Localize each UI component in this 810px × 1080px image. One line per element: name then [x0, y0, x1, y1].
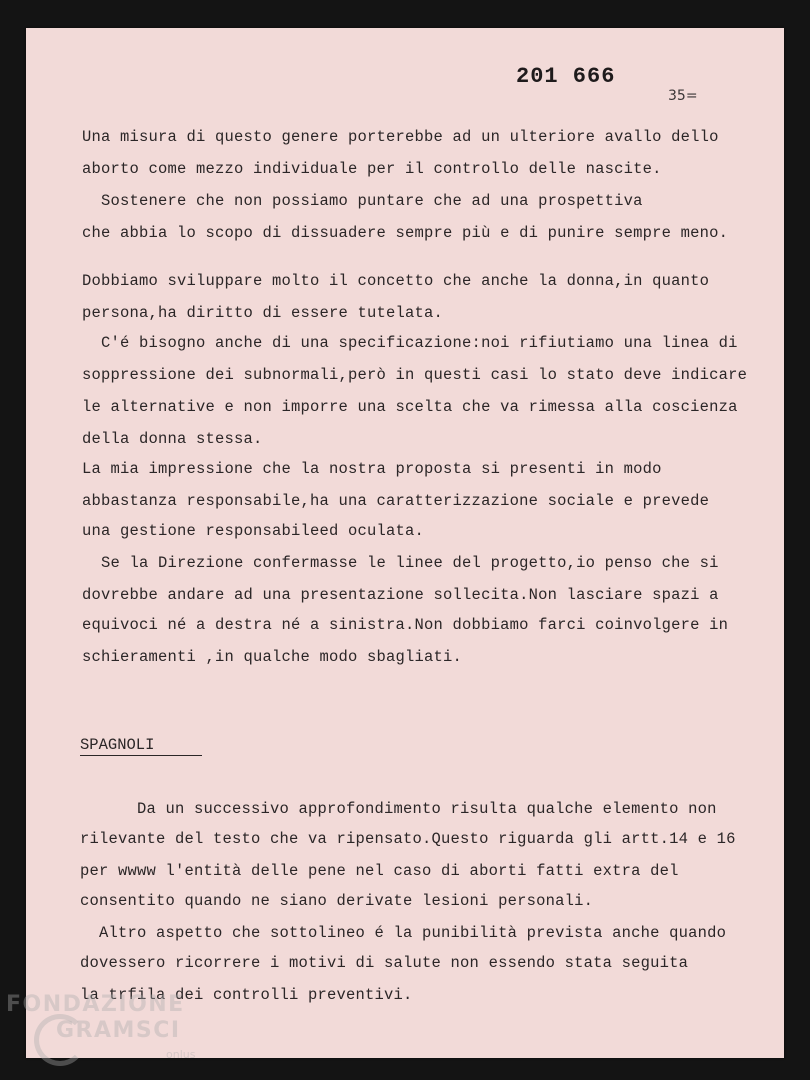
body-line: Se la Direzione confermasse le linee del progetto,io penso che si: [82, 554, 719, 572]
body-line: soppressione dei subnormali,però in questi casi lo stato deve indicare: [82, 366, 748, 384]
body-line: La mia impressione che la nostra proposta si presenti in modo: [82, 460, 662, 478]
section-line: la trfila dei controlli preventivi.: [80, 986, 413, 1004]
body-line: persona,ha diritto di essere tutelata.: [82, 304, 444, 322]
watermark-line2: GRAMSCI: [56, 1018, 181, 1043]
body-line: della donna stessa.: [82, 430, 263, 448]
watermark-line3: onlus: [166, 1048, 196, 1061]
section-line: dovessero ricorrere i motivi di salute non essendo stata seguita: [80, 954, 689, 972]
body-line: abbastanza responsabile,ha una caratterizzazione sociale e prevede: [82, 492, 710, 510]
document-page: [26, 28, 784, 1058]
document-number: 201 666: [516, 64, 616, 89]
section-heading: SPAGNOLI: [80, 736, 202, 756]
body-line: dovrebbe andare ad una presentazione sollecita.Non lasciare spazi a: [82, 586, 719, 604]
body-line: Sostenere che non possiamo puntare che ad una prospettiva: [82, 192, 643, 210]
section-line: consentito quando ne siano derivate lesioni personali.: [80, 892, 594, 910]
body-line: aborto come mezzo individuale per il controllo delle nascite.: [82, 160, 662, 178]
body-line: una gestione responsabileed oculata.: [82, 522, 425, 540]
body-line: Una misura di questo genere porterebbe ad un ulteriore avallo dello: [82, 128, 719, 146]
section-line: Da un successivo approfondimento risulta qualche elemento non: [80, 800, 717, 818]
body-line: che abbia lo scopo di dissuadere sempre più e di punire sempre meno.: [82, 224, 729, 242]
pencil-page-note: 35=: [668, 88, 698, 104]
body-line: equivoci né a destra né a sinistra.Non dobbiamo farci coinvolgere in: [82, 616, 729, 634]
section-line: rilevante del testo che va ripensato.Questo riguarda gli artt.14 e 16: [80, 830, 736, 848]
body-line: C'é bisogno anche di una specificazione:noi rifiutiamo una linea di: [82, 334, 738, 352]
body-line: le alternative e non imporre una scelta che va rimessa alla coscienza: [82, 398, 738, 416]
section-line: Altro aspetto che sottolineo é la punibilità prevista anche quando: [80, 924, 727, 942]
watermark-line1: FONDAZIONE: [6, 992, 185, 1017]
body-line: schieramenti ,in qualche modo sbagliati.: [82, 648, 463, 666]
watermark-logo: [6, 992, 196, 1061]
section-line: per wwww l'entità delle pene nel caso di aborti fatti extra del: [80, 862, 679, 880]
body-line: Dobbiamo sviluppare molto il concetto che anche la donna,in quanto: [82, 272, 710, 290]
